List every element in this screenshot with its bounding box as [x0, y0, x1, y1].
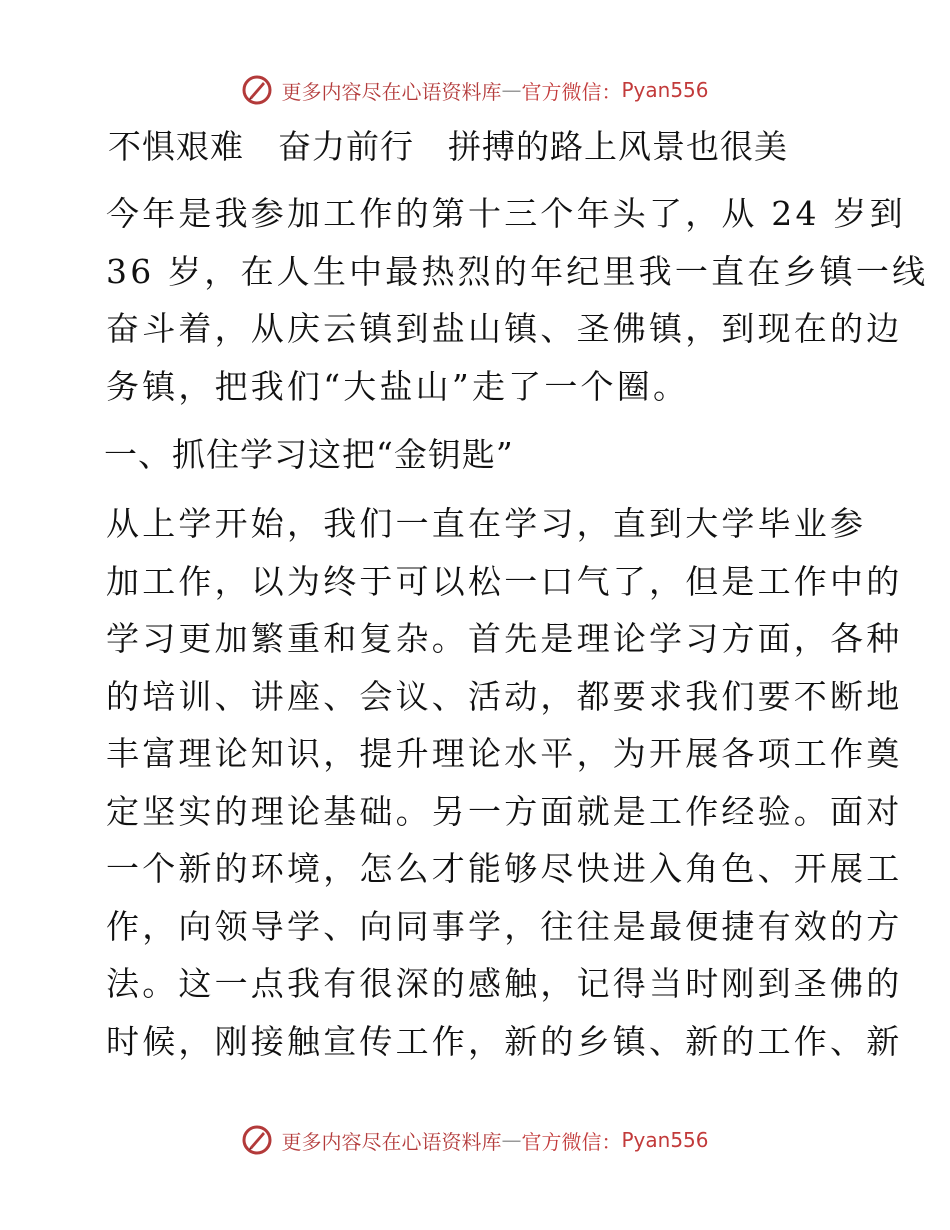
paragraph-line: 加工作，以为终于可以松一口气了，但是工作中的 [106, 561, 903, 601]
red-quill-logo-icon [241, 74, 273, 106]
paragraph-line: 的培训、讲座、会议、活动，都要求我们要不断地 [106, 676, 903, 716]
paragraph-learning [98, 495, 903, 1070]
paragraph-line: 奋斗着，从庆云镇到盐山镇、圣佛镇，到现在的边 [106, 309, 903, 348]
paragraph-line: 学习更加繁重和复杂。首先是理论学习方面，各种 [106, 619, 903, 658]
paragraph-line: 今年是我参加工作的第十三个年头了，从 24 岁到 [106, 194, 906, 233]
watermark-text: 更多内容尽在心语资料库 [281, 79, 502, 104]
document-body [98, 115, 929, 1070]
watermark-tail: 官方微信： [521, 1129, 622, 1154]
red-quill-logo-icon [241, 1124, 273, 1156]
footer-watermark [0, 1120, 950, 1160]
watermark-tail: 官方微信： [521, 79, 622, 104]
watermark-text: 更多内容尽在心语资料库 [281, 1129, 502, 1154]
document-title: 不惧艰难 奋力前行 拼搏的路上风景也很美 [108, 127, 788, 166]
paragraph-line: 从上学开始，我们一直在学习，直到大学毕业参 [106, 504, 867, 543]
paragraph-line: 法。这一点我有很深的感触，记得当时刚到圣佛的 [106, 964, 903, 1003]
watermark-id: Pyan556 [621, 1128, 709, 1152]
paragraph-line: 36 岁，在人生中最热烈的年纪里我一直在乡镇一线 [106, 251, 929, 291]
paragraph-line: 时候，刚接触宣传工作，新的乡镇、新的工作、新 [106, 1021, 903, 1061]
watermark-id: Pyan556 [621, 78, 709, 102]
watermark-separator: — [501, 78, 522, 102]
paragraph-intro [98, 185, 929, 415]
section-heading: 一、抓住学习这把“金钥匙” [104, 435, 514, 474]
watermark-separator: — [501, 1128, 522, 1152]
paragraph-line: 定坚实的理论基础。另一方面就是工作经验。面对 [106, 791, 903, 831]
paragraph-line: 作，向领导学、向同事学，往往是最便捷有效的方 [106, 906, 903, 946]
paragraph-line: 务镇，把我们“大盐山”走了一个圈。 [106, 366, 690, 406]
paragraph-line: 丰富理论知识，提升理论水平，为开展各项工作奠 [106, 734, 903, 773]
header-watermark [0, 70, 950, 110]
paragraph-line: 一个新的环境，怎么才能够尽快进入角色、开展工 [106, 849, 903, 888]
